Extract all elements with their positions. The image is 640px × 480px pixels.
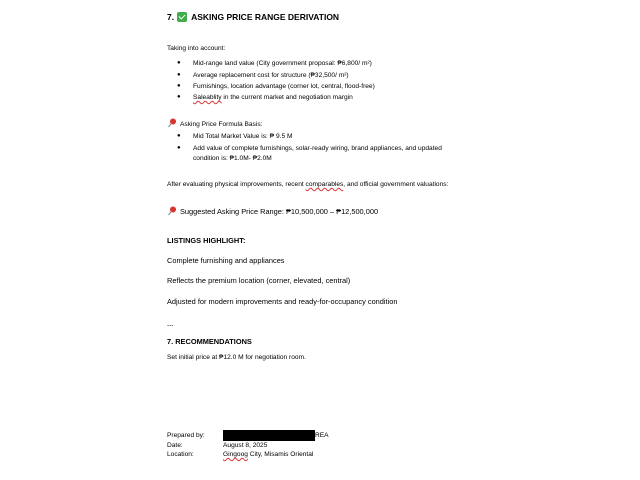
listing-item: Complete furnishing and appliances bbox=[167, 256, 285, 265]
recommendations-heading: 7. RECOMMENDATIONS bbox=[167, 337, 252, 346]
evaluation-text: After evaluating physical improvements, recent comparables, and official government valuations: bbox=[167, 181, 449, 188]
location-value: Gingoog City, Misamis Oriental bbox=[223, 451, 314, 458]
factor-item: Saleablity in the current market and negotiation margin bbox=[193, 94, 353, 101]
formula-heading: Asking Price Formula Basis: bbox=[167, 118, 262, 129]
intro-text: Taking into account: bbox=[167, 45, 226, 52]
listing-item: Adjusted for modern improvements and ready-for-occupancy condition bbox=[167, 297, 398, 306]
prepared-label: Prepared by: bbox=[167, 432, 205, 439]
formula-item: Mid Total Market Value is: ₱ 9.5 M bbox=[193, 133, 293, 140]
prepared-suffix: REA bbox=[315, 432, 329, 439]
suggested-range: Suggested Asking Price Range: ₱10,500,000 – ₱12,500,000 bbox=[167, 206, 378, 216]
listing-item: Reflects the premium location (corner, elevated, central) bbox=[167, 276, 351, 285]
formula-item-continued: condition is: ₱1.0M- ₱2.0M bbox=[193, 155, 272, 162]
location-label: Location: bbox=[167, 451, 194, 458]
section-title-text: ASKING PRICE RANGE DERIVATION bbox=[191, 12, 340, 22]
factor-item: Average replacement cost for structure (₱32,500/ m²) bbox=[193, 72, 349, 79]
factor-item: Furnishings, location advantage (corner lot, central, flood-free) bbox=[193, 83, 375, 90]
section-number: 7. bbox=[167, 12, 175, 22]
formula-item: Add value of complete furnishings, solar-ready wiring, brand appliances, and updated bbox=[193, 145, 442, 152]
factor-item: Mid-range land value (City government proposal: ₱6,800/ m²) bbox=[193, 60, 372, 67]
pushpin-icon bbox=[167, 206, 177, 216]
recommendations-text: Set initial price at ₱12.0 M for negotiation room. bbox=[167, 354, 306, 361]
misspelled-word: Saleablity bbox=[193, 94, 222, 101]
redacted-name bbox=[223, 430, 315, 441]
separator: --- bbox=[167, 322, 174, 329]
section-title bbox=[167, 12, 339, 22]
check-mark-icon bbox=[177, 12, 187, 22]
pushpin-icon bbox=[167, 118, 177, 128]
listings-heading: LISTINGS HIGHLIGHT: bbox=[167, 236, 246, 245]
misspelled-word: Gingoog bbox=[223, 451, 248, 458]
date-label: Date: bbox=[167, 442, 183, 449]
date-value: August 8, 2025 bbox=[223, 442, 268, 449]
misspelled-word: comparables bbox=[305, 181, 344, 188]
